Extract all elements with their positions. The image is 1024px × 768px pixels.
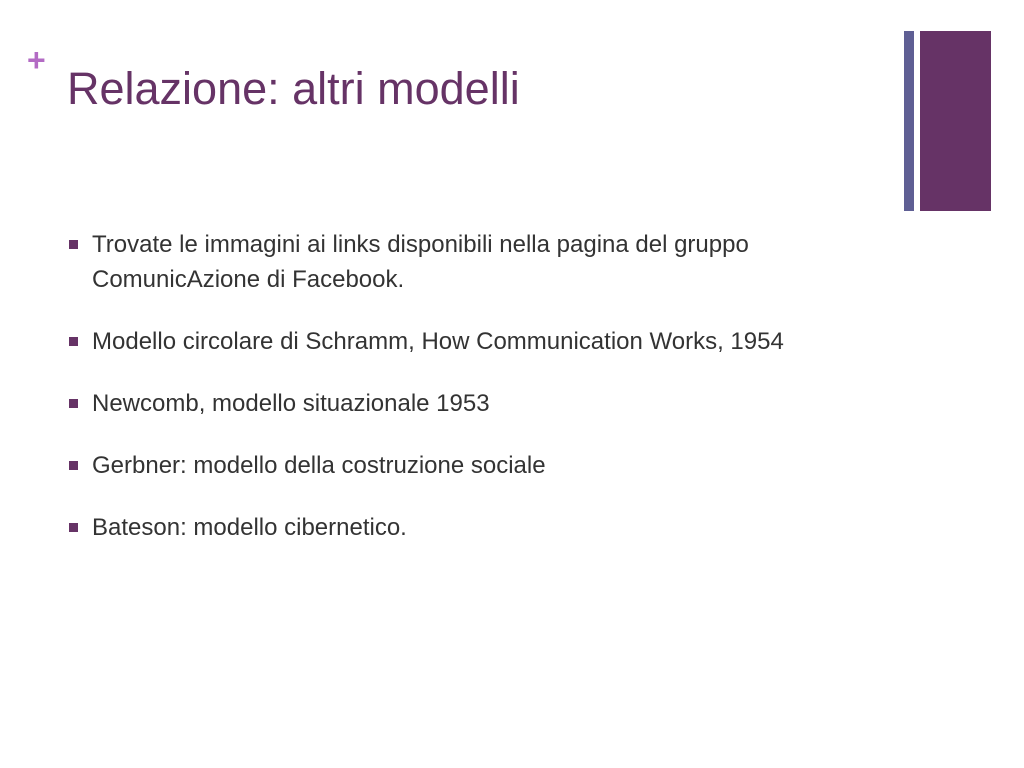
bullet-text: Trovate le immagini ai links disponibili nella pagina del gruppo ComunicAzione di Facebook. (92, 231, 749, 293)
bullet-item (67, 324, 877, 359)
square-bullet-icon (69, 240, 78, 249)
bullet-item (67, 386, 877, 421)
square-bullet-icon (69, 461, 78, 470)
square-bullet-icon (69, 399, 78, 408)
bullet-text: Bateson: modello cibernetico. (92, 514, 407, 541)
bullet-text: Newcomb, modello situazionale 1953 (92, 390, 490, 417)
bullet-text: Gerbner: modello della costruzione sociale (92, 452, 546, 479)
bullet-text: Modello circolare di Schramm, How Communication Works, 1954 (92, 328, 784, 355)
square-bullet-icon (69, 523, 78, 532)
bullet-item (67, 510, 877, 545)
accent-bar-thin (904, 31, 914, 211)
slide-title: Relazione: altri modelli (67, 63, 520, 114)
bullet-item (67, 448, 877, 483)
bullet-list (67, 227, 877, 572)
square-bullet-icon (69, 337, 78, 346)
plus-icon: + (27, 42, 46, 78)
bullet-item (67, 227, 877, 297)
accent-bar-thick (920, 31, 991, 211)
